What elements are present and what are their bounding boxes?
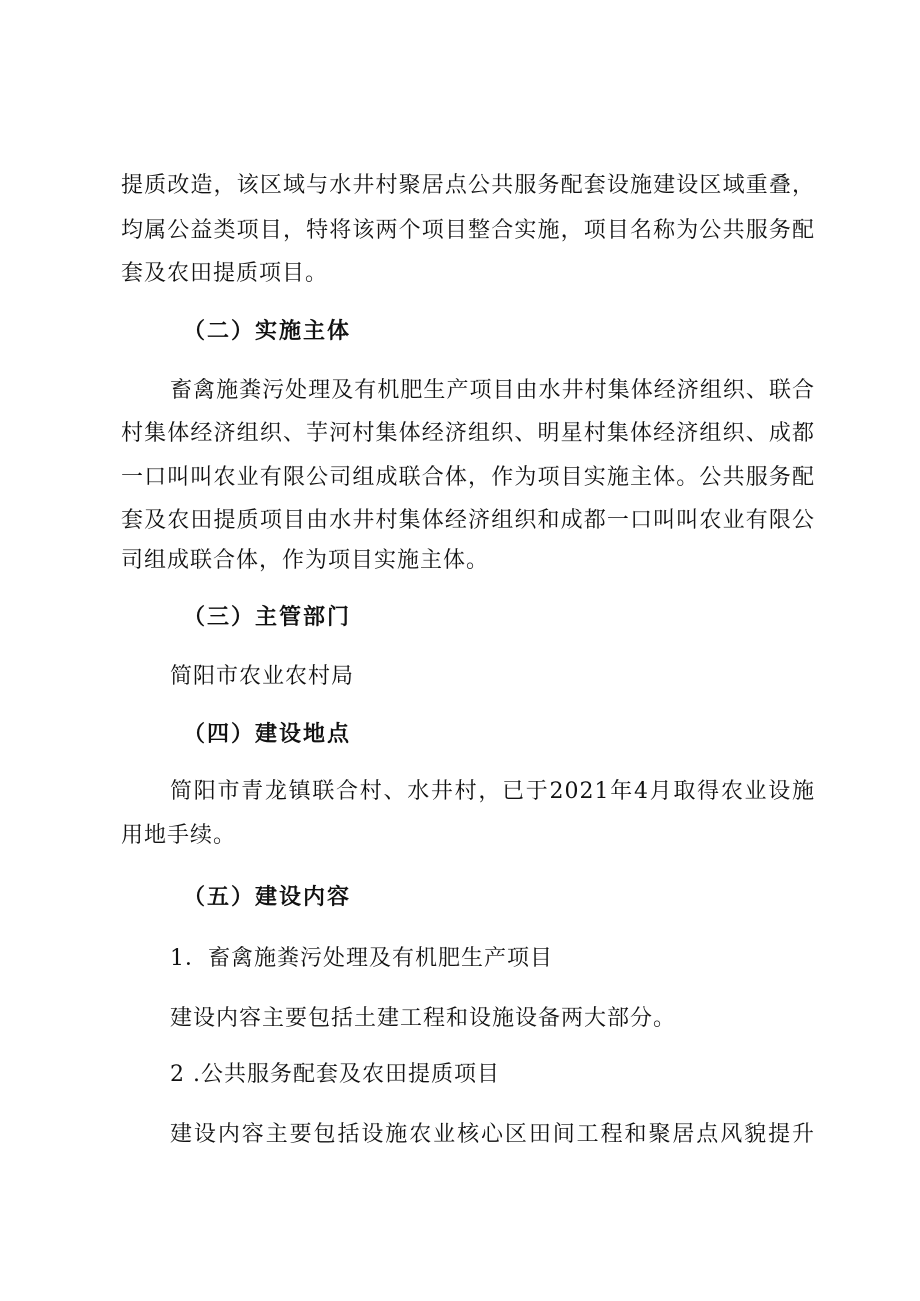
paragraph-line: 用地手续。 <box>121 823 237 848</box>
list-item-text: 建设内容主要包括设施农业核心区田间工程和聚居点风貌提升 <box>170 1122 815 1147</box>
list-item-title: 1．畜禽施粪污处理及有机肥生产项目 <box>170 946 553 971</box>
section-heading-construction-content: （五）建设内容 <box>183 885 352 910</box>
paragraph-line: 司组成联合体，作为项目实施主体。 <box>121 548 490 573</box>
paragraph-line: 简阳市青龙镇联合村、水井村，已于2021年4月取得农业设施 <box>170 779 815 804</box>
paragraph-line: 一口叫叫农业有限公司组成联合体，作为项目实施主体。公共服务配 <box>121 465 815 490</box>
list-item-text: 建设内容主要包括土建工程和设施设备两大部分。 <box>170 1006 677 1031</box>
paragraph-line: 村集体经济组织、芋河村集体经济组织、明星村集体经济组织、成都 <box>121 421 815 446</box>
paragraph-line: 提质改造，该区域与水井村聚居点公共服务配套设施建设区域重叠， <box>121 173 815 198</box>
section-heading-implementing-entity: （二）实施主体 <box>183 319 352 344</box>
section-heading-competent-department: （三）主管部门 <box>183 605 352 630</box>
paragraph-line: 畜禽施粪污处理及有机肥生产项目由水井村集体经济组织、联合 <box>170 378 815 403</box>
paragraph-line: 套及农田提质项目。 <box>121 261 329 286</box>
paragraph-line: 简阳市农业农村局 <box>170 664 355 689</box>
paragraph-line: 均属公益类项目，特将该两个项目整合实施，项目名称为公共服务配 <box>121 218 815 243</box>
paragraph-line: 套及农田提质项目由水井村集体经济组织和成都一口叫叫农业有限公 <box>121 508 815 533</box>
list-item-title: 2 .公共服务配套及农田提质项目 <box>170 1062 500 1087</box>
section-heading-construction-site: （四）建设地点 <box>183 722 352 747</box>
